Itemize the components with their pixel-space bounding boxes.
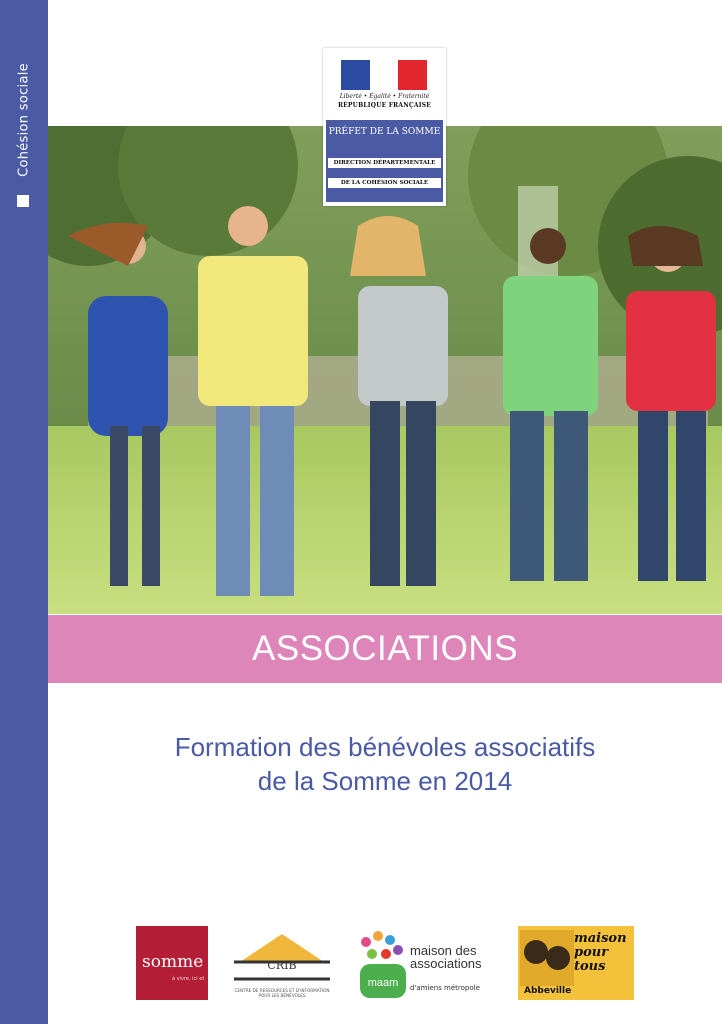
maam-logo-name: maison des associations <box>410 943 482 971</box>
document-subtitle <box>48 730 722 798</box>
republic-name: RÉPUBLIQUE FRANÇAISE <box>337 102 432 109</box>
prefecture-logo <box>323 48 446 206</box>
maison-logo-name: maison pour tous <box>574 931 627 974</box>
document-title: ASSOCIATIONS <box>252 629 518 668</box>
title-band <box>48 615 722 683</box>
marianne-flag-icon <box>341 60 427 90</box>
crib-logo-name: CRIB <box>267 959 297 972</box>
direction-line-2: DE LA COHÉSION SOCIALE <box>328 178 441 188</box>
somme-logo-name: somme <box>142 952 204 972</box>
maison-logo-tagline: Abbeville <box>524 986 572 996</box>
maison-faces-icon <box>520 930 574 986</box>
subtitle-line-2: de la Somme en 2014 <box>257 766 513 796</box>
crib-base-icon <box>232 976 332 986</box>
crib-logo-tagline: CENTRE DE RESSOURCES ET D'INFORMATION POUR LES BÉNÉVOLES <box>234 988 330 998</box>
republic-motto: Liberté • Égalité • Fraternité <box>339 93 430 100</box>
direction-line-1: DIRECTION DÉPARTEMENTALE <box>328 158 441 168</box>
crib-logo <box>232 926 332 1000</box>
prefet-panel <box>326 120 443 202</box>
maam-badge-text: maam <box>367 977 399 989</box>
somme-logo <box>136 926 208 1000</box>
maison-pour-tous-logo <box>518 926 634 1000</box>
sidebar <box>0 0 48 1024</box>
maam-logo-tagline: d'amiens métropole <box>410 984 480 992</box>
maam-logo <box>358 926 498 1000</box>
prefet-title: PRÉFET DE LA SOMME <box>328 127 441 137</box>
sidebar-label: Cohésion sociale <box>16 63 32 177</box>
somme-logo-tagline: à vivre, ici et <box>172 976 205 982</box>
subtitle-line-1: Formation des bénévoles associatifs <box>174 732 596 762</box>
maam-dots-icon <box>358 926 408 1000</box>
sidebar-square-icon <box>17 195 29 207</box>
